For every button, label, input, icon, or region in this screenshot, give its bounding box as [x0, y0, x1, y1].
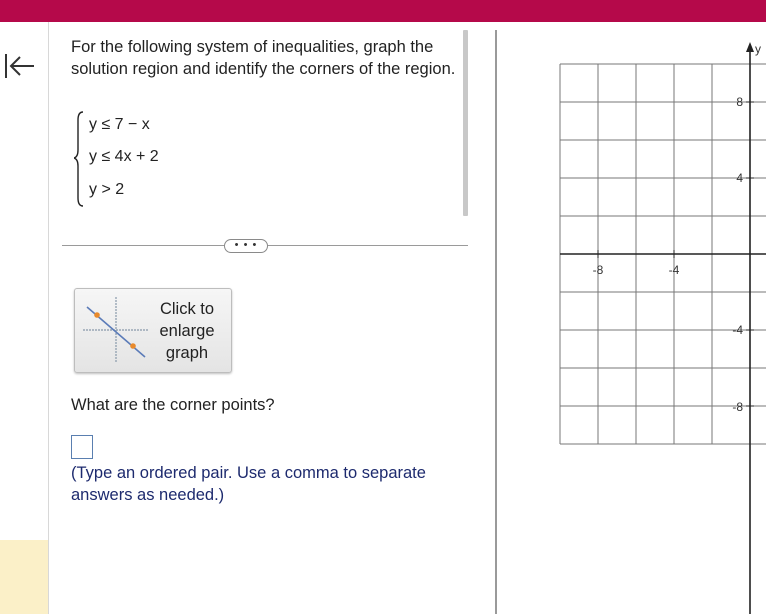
inequality-3: y > 2 [89, 181, 125, 198]
top-bar [0, 0, 766, 22]
x-tick-label: -4 [668, 263, 680, 277]
answer-hint: (Type an ordered pair. Use a comma to separate answers as needed.) [71, 464, 426, 504]
y-axis-arrow-icon [746, 42, 754, 52]
inequality-1: y ≤ 7 − x [89, 116, 150, 133]
inequality-system [74, 110, 194, 210]
y-tick-label: -8 [732, 400, 743, 414]
question-prompt: For the following system of inequalities, graph the solution region and identify the corners of the region. [71, 38, 456, 78]
enlarge-graph-button[interactable] [74, 288, 232, 373]
coordinate-graph[interactable] [497, 22, 766, 614]
expand-more-button[interactable]: • • • [224, 239, 268, 253]
answer-input[interactable] [71, 435, 93, 459]
y-tick-label: -4 [732, 323, 743, 337]
enlarge-graph-label: Click to enlarge graph [159, 300, 215, 362]
brace-icon [74, 110, 88, 210]
corner-points-question: What are the corner points? [71, 396, 275, 414]
y-tick-label: 4 [736, 171, 743, 185]
graph-thumbnail-icon [83, 297, 149, 363]
y-tick-label: 8 [736, 95, 743, 109]
inequality-2: y ≤ 4x + 2 [89, 148, 159, 165]
left-rail [0, 22, 49, 614]
question-scrollbar[interactable] [463, 30, 468, 216]
collapse-left-icon [2, 48, 36, 82]
rail-highlight [0, 540, 48, 614]
y-axis-label: y [755, 42, 761, 56]
collapse-panel-button[interactable] [2, 48, 36, 82]
x-tick-label: -8 [592, 263, 604, 277]
